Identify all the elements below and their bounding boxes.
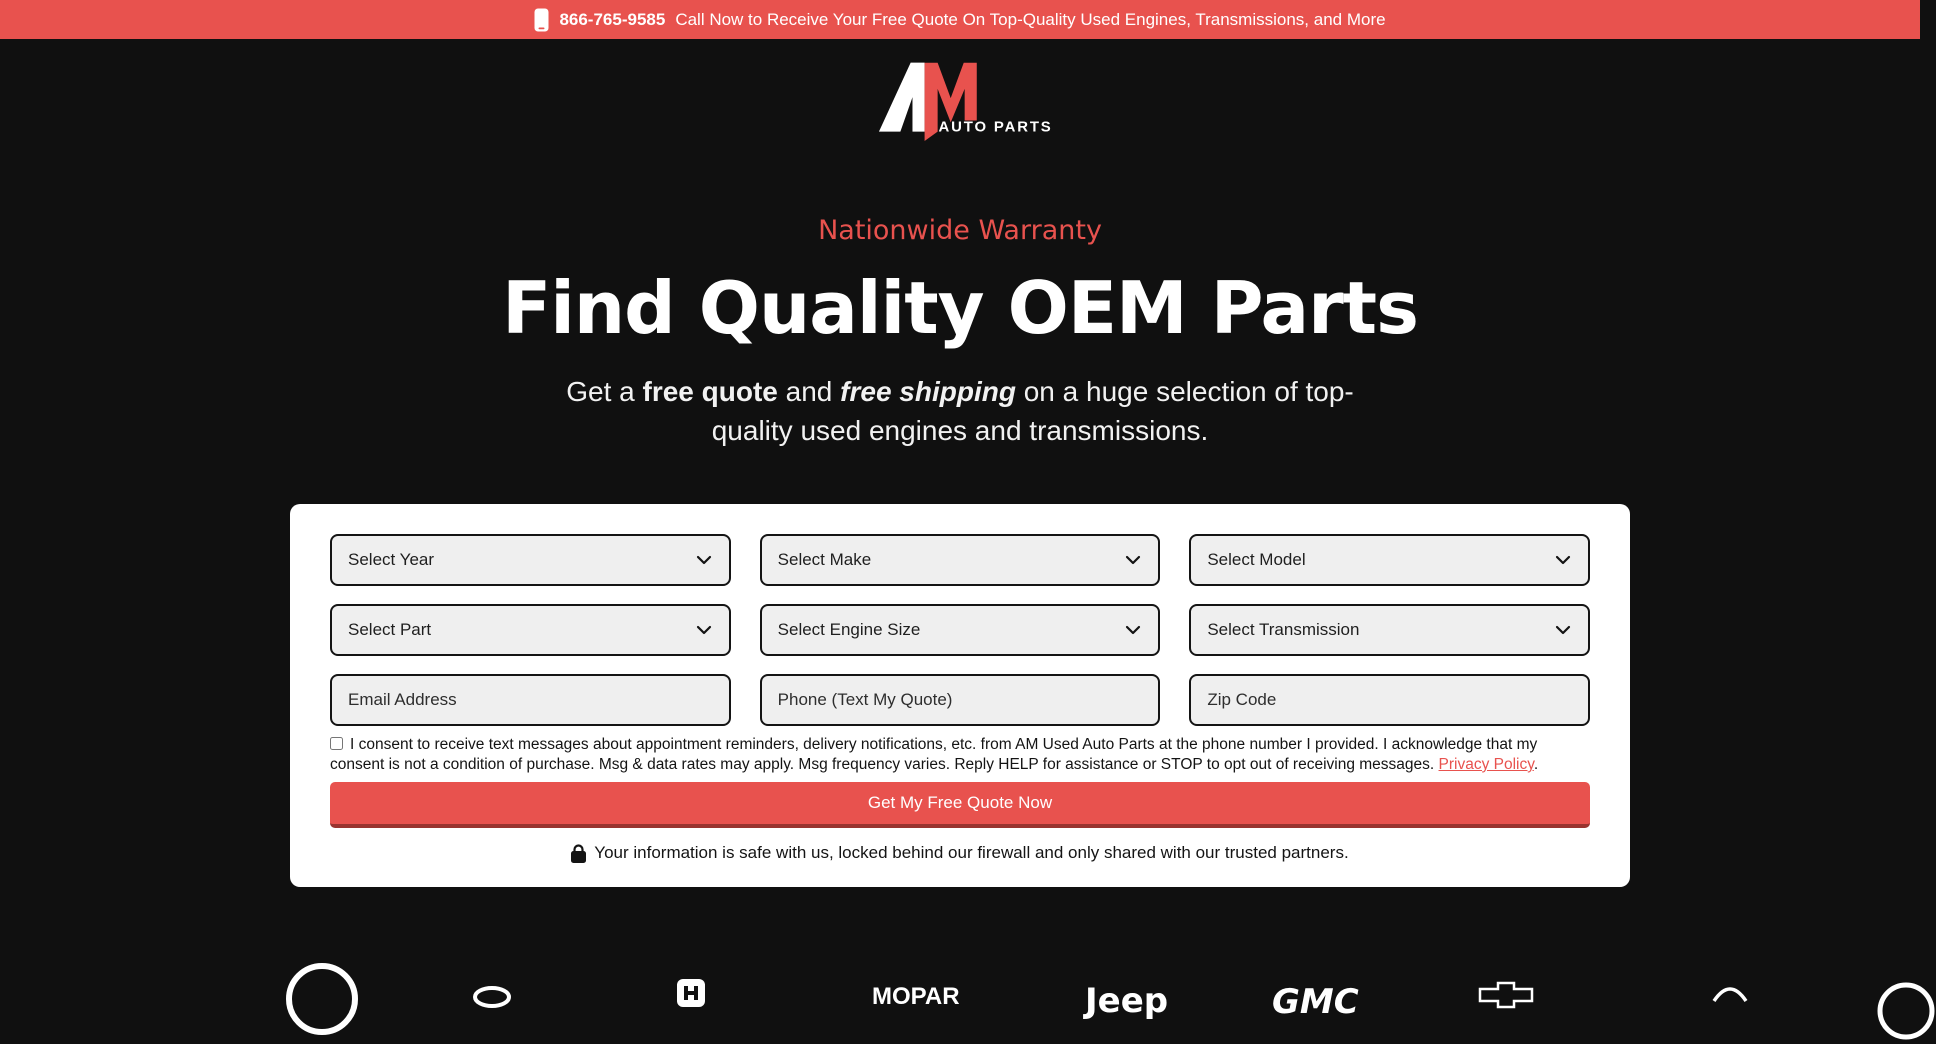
subtitle-free-shipping: free shipping	[840, 376, 1016, 407]
chevron-down-icon	[1554, 621, 1572, 639]
safety-note-row	[330, 843, 1590, 869]
chevron-down-icon	[1554, 551, 1572, 569]
chevron-down-icon	[695, 621, 713, 639]
brand-logo-chevrolet	[1478, 981, 1534, 1010]
select-make-label: Select Make	[777, 550, 872, 569]
banner-message: Call Now to Receive Your Free Quote On Top-Quality Used Engines, Transmissions, and More	[675, 9, 1386, 29]
quote-form-card	[290, 504, 1630, 887]
zip-code-field[interactable]	[1189, 674, 1590, 726]
subtitle-part: and	[777, 376, 841, 407]
chevron-down-icon	[1124, 621, 1142, 639]
privacy-policy-link[interactable]: Privacy Policy	[1438, 756, 1534, 773]
subtitle-part: Get a	[566, 376, 643, 407]
safety-note: Your information is safe with us, locked behind our firewall and only shared with our trusted partners.	[594, 843, 1349, 862]
call-banner	[0, 0, 1920, 39]
brand-logo-mazda	[1712, 983, 1748, 1008]
logo-wordmark: AUTO PARTS	[938, 119, 1053, 136]
chevron-down-icon	[695, 551, 713, 569]
brand-logo-honda	[676, 978, 706, 1013]
select-engine-size-dropdown[interactable]	[760, 604, 1161, 656]
mobile-phone-icon	[534, 8, 549, 32]
consent-row	[330, 735, 1590, 775]
brand-logo-gmc: GMC	[1272, 982, 1359, 1022]
phone-field[interactable]	[760, 674, 1161, 726]
get-quote-button[interactable]: Get My Free Quote Now	[330, 782, 1590, 828]
hero-subtitle	[530, 372, 1390, 450]
subtitle-part: on a huge selection of top-quality used engines and transmissions.	[711, 376, 1354, 446]
consent-text: I consent to receive text messages about appointment reminders, delivery notifications, etc. from AM Used Auto Parts at the phone number I provided. I acknowledge that my consent is not a condition of purchase. Msg & data rates may apply. Msg frequency varies. Reply HELP for assistance or STOP to opt out of receiving messages.	[330, 736, 1538, 773]
tagline: Nationwide Warranty	[818, 215, 1102, 246]
lock-icon	[571, 844, 586, 863]
page-title: Find Quality OEM Parts	[502, 266, 1418, 350]
select-engine-size-label: Select Engine Size	[777, 620, 921, 639]
banner-phone-number[interactable]: 866-765-9585	[559, 9, 666, 29]
chevron-down-icon	[1124, 551, 1142, 569]
am-auto-parts-logo	[870, 59, 1053, 141]
select-make-dropdown[interactable]	[760, 534, 1161, 586]
select-year-label: Select Year	[348, 550, 435, 569]
select-year-dropdown[interactable]	[330, 534, 731, 586]
brand-logo-toyota	[1876, 979, 1936, 1044]
brand-logo-ford	[472, 983, 512, 1008]
select-model-label: Select Model	[1207, 550, 1306, 569]
select-transmission-label: Select Transmission	[1207, 620, 1360, 639]
brand-logo-nissan	[283, 957, 361, 1040]
brand-logo-jeep: Jeep	[1085, 981, 1169, 1021]
select-part-label: Select Part	[348, 620, 432, 639]
select-part-dropdown[interactable]	[330, 604, 731, 656]
subtitle-free-quote: free quote	[642, 376, 778, 407]
brand-logo-mopar: MOPAR	[872, 983, 960, 1010]
brand-logo-strip	[0, 953, 1920, 1022]
select-model-dropdown[interactable]	[1189, 534, 1590, 586]
consent-checkbox[interactable]	[330, 737, 343, 750]
select-transmission-dropdown[interactable]	[1189, 604, 1590, 656]
consent-suffix: .	[1533, 756, 1539, 773]
email-field[interactable]	[330, 674, 731, 726]
